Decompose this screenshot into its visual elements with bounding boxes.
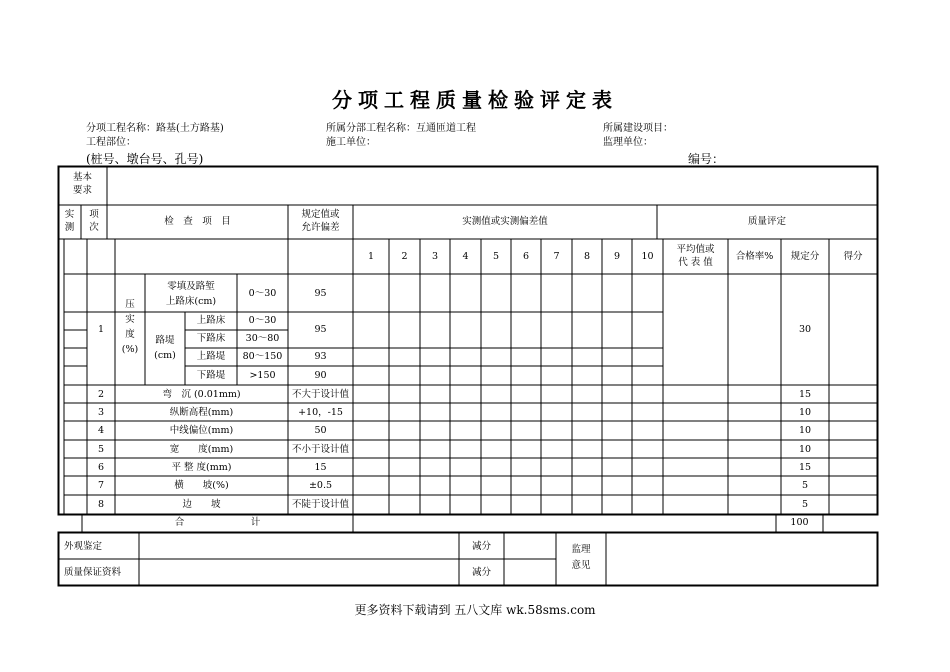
total-label: 合 计 [174, 517, 261, 528]
compaction-label: 压 实 度 (%) [121, 299, 139, 355]
quality-eval-header: 质量评定 [747, 216, 786, 227]
row-item-name: 中线偏位(mm) [169, 425, 234, 436]
layer-lower-bed: 下路床 [196, 333, 226, 344]
fill-cut-label: 零填及路堑 上路床(cm) [165, 281, 217, 307]
row-score: 15 [798, 462, 812, 473]
division-name: 所属分部工程名称：互通匝道工程 [326, 123, 476, 134]
row-number: 7 [97, 480, 105, 491]
row-spec: 不大于设计值 [291, 389, 349, 400]
row-item-name: 弯 沉 (0.01mm) [162, 389, 241, 400]
item-name: 分项工程名称：路基(土方路基) [86, 123, 224, 134]
value-col-9: 9 [613, 251, 621, 262]
row-number: 8 [97, 499, 105, 510]
stake-label: (桩号、墩台号、孔号) [86, 152, 204, 166]
layer-lower-embankment: 下路堤 [196, 370, 226, 381]
appearance-label: 外观鉴定 [64, 541, 103, 552]
measured-label: 实 测 [64, 209, 75, 233]
measured-values-header: 实测值或实测偏差值 [462, 216, 548, 227]
value-col-4: 4 [462, 251, 469, 262]
spec-lower-embankment: 90 [314, 370, 327, 381]
row-number: 4 [97, 425, 105, 436]
row-score: 15 [798, 389, 812, 400]
qa-docs-label: 质量保证资料 [64, 567, 122, 578]
row-score: 10 [798, 407, 812, 418]
appearance-deduct-label: 减分 [471, 541, 491, 552]
value-col-2: 2 [401, 251, 408, 262]
specified-score-header: 规定分 [790, 251, 820, 262]
value-col-7: 7 [553, 251, 560, 262]
layer-upper-bed: 上路床 [196, 315, 226, 326]
layer-upper-embankment: 上路堤 [196, 351, 226, 362]
fill-cut-spec: 95 [314, 288, 327, 299]
value-col-10: 10 [641, 251, 654, 262]
bed-merged-spec: 95 [314, 324, 327, 335]
value-col-5: 5 [492, 251, 500, 262]
compaction-number: 1 [97, 324, 105, 335]
value-col-6: 6 [522, 251, 530, 262]
row-spec: +10，-15 [298, 407, 343, 418]
row-spec: 不陡于设计值 [291, 499, 349, 510]
compaction-score: 30 [798, 324, 812, 335]
fill-cut-range: 0～30 [248, 288, 277, 299]
supervision-opinion-label: 监理 意见 [571, 544, 591, 571]
range-upper-bed: 0～30 [248, 315, 277, 326]
row-score: 10 [798, 425, 812, 436]
average-header: 平均值或 代 表 值 [676, 244, 715, 268]
spec-upper-embankment: 93 [314, 351, 327, 362]
row-score: 5 [801, 480, 809, 491]
row-spec: ±0.5 [308, 480, 333, 491]
pass-rate-header: 合格率% [735, 251, 774, 262]
embankment-label: 路堤 (cm) [154, 335, 176, 361]
project-name: 所属建设项目： [603, 123, 673, 134]
form-number: 编号： [688, 152, 725, 166]
row-number: 6 [97, 462, 105, 473]
row-number: 3 [97, 407, 105, 418]
supervisor: 监理单位： [603, 137, 653, 148]
row-number: 5 [97, 444, 105, 455]
page-title: 分项工程质量检验评定表 [332, 88, 618, 112]
total-score: 100 [790, 517, 809, 528]
row-score: 5 [801, 499, 809, 510]
spec-header: 规定值或 允许偏差 [301, 209, 340, 233]
row-number: 2 [97, 389, 105, 400]
range-lower-bed: 30～80 [245, 333, 280, 344]
range-upper-embankment: 80～150 [242, 351, 283, 362]
contractor: 施工单位： [326, 137, 376, 148]
row-item-name: 平 整 度(mm) [171, 462, 232, 473]
row-score: 10 [798, 444, 812, 455]
obtained-score-header: 得分 [843, 251, 863, 262]
item-number-header: 项 次 [89, 209, 99, 233]
row-spec: 15 [314, 462, 327, 473]
range-lower-embankment: >150 [249, 370, 276, 381]
basic-requirements-label: 基本 要求 [72, 172, 92, 196]
check-item-header: 检 查 项 目 [164, 216, 231, 227]
row-item-name: 宽 度(mm) [169, 444, 234, 455]
row-item-name: 纵断高程(mm) [169, 407, 234, 418]
value-col-1: 1 [367, 251, 375, 262]
row-item-name: 横 坡(%) [174, 480, 229, 491]
footer-note: 更多资料下载请到 五八文库 wk.58sms.com [354, 603, 596, 617]
row-spec: 50 [314, 425, 327, 436]
work-location: 工程部位： [86, 137, 136, 148]
row-item-name: 边 坡 [182, 499, 221, 510]
qa-deduct-label: 减分 [471, 567, 491, 578]
value-col-3: 3 [431, 251, 439, 262]
value-col-8: 8 [583, 251, 591, 262]
row-spec: 不小于设计值 [291, 444, 349, 455]
